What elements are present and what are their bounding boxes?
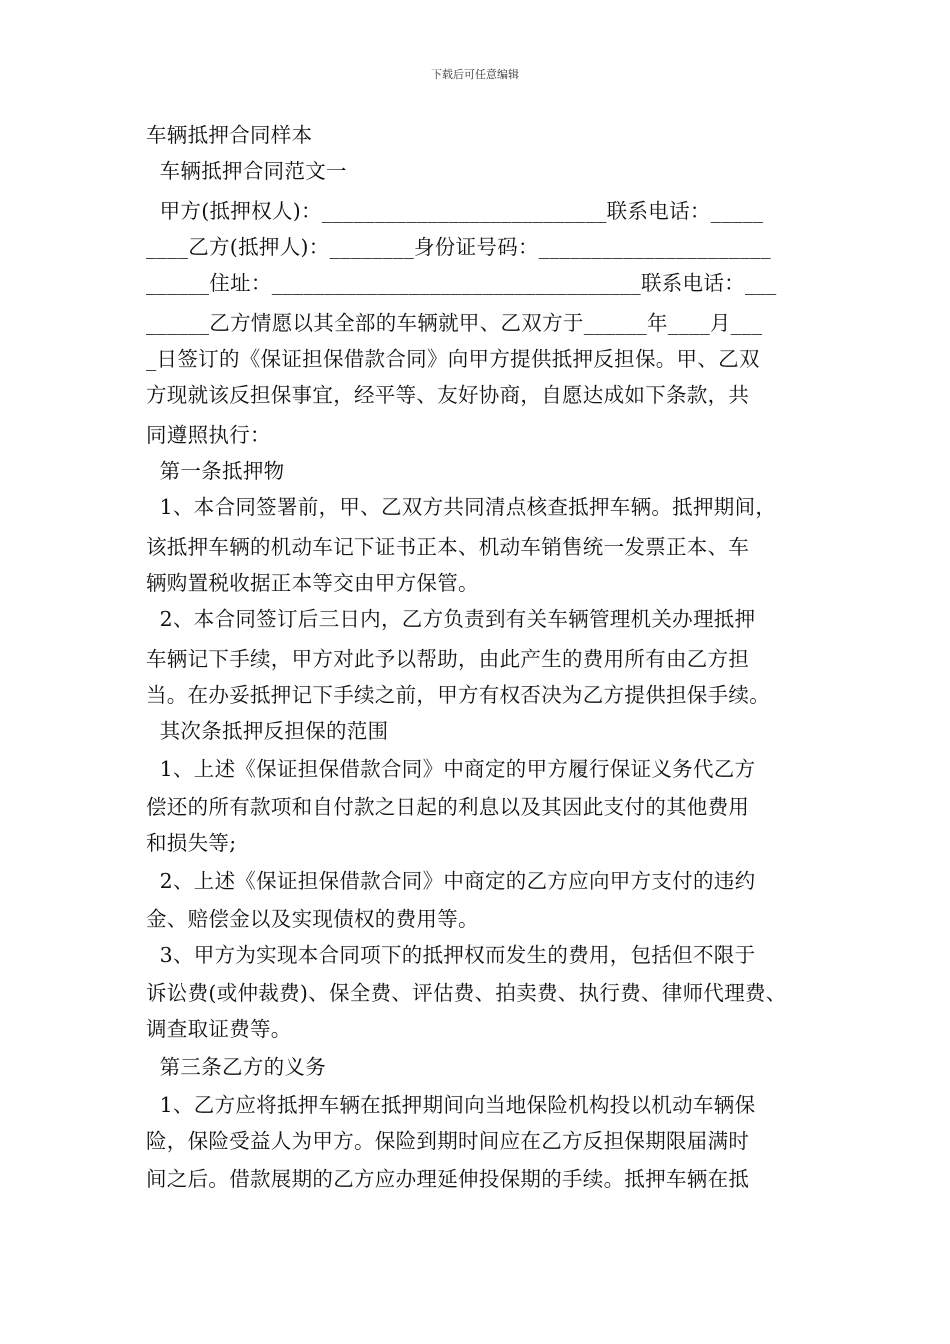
- doc-line: 间之后。借款展期的乙方应办理延伸投保期的手续。抵押车辆在抵: [146, 1167, 750, 1191]
- doc-line: 1、乙方应将抵押车辆在抵押期间向当地保险机构投以机动车辆保: [146, 1093, 756, 1117]
- doc-line: 方现就该反担保事宜，经平等、友好协商，自愿达成如下条款，共: [146, 383, 750, 407]
- doc-line: 车辆记下手续，甲方对此予以帮助，由此产生的费用所有由乙方担: [146, 647, 750, 671]
- doc-line: 1、上述《保证担保借款合同》中商定的甲方履行保证义务代乙方: [146, 757, 756, 781]
- doc-line: 2、上述《保证担保借款合同》中商定的乙方应向甲方支付的违约: [146, 869, 756, 893]
- doc-line: 辆购置税收据正本等交由甲方保管。: [146, 571, 479, 595]
- doc-line: 1、本合同签署前，甲、乙双方共同清点核查抵押车辆。抵押期间，: [146, 495, 777, 519]
- doc-line: 2、本合同签订后三日内，乙方负责到有关车辆管理机关办理抵押: [146, 607, 756, 631]
- page-header-note: 下载后可任意编辑: [431, 68, 519, 81]
- section-heading: 其次条抵押反担保的范围: [146, 719, 389, 743]
- doc-line: 当。在办妥抵押记下手续之前，甲方有权否决为乙方提供担保手续。: [146, 683, 770, 707]
- doc-line: _日签订的《保证担保借款合同》向甲方提供抵押反担保。甲、乙双: [146, 347, 760, 371]
- doc-line: 偿还的所有款项和自付款之日起的利息以及其因此支付的其他费用: [146, 795, 750, 819]
- doc-line: ____乙方(抵押人)：________身份证号码：______________________: [146, 235, 771, 259]
- doc-line: 和损失等;: [146, 831, 237, 855]
- doc-line: 该抵押车辆的机动车记下证书正本、机动车销售统一发票正本、车: [146, 535, 750, 559]
- doc-line: 金、赔偿金以及实现债权的费用等。: [146, 907, 479, 931]
- section-heading: 第三条乙方的义务: [146, 1055, 327, 1079]
- doc-line: 同遵照执行：: [146, 423, 271, 447]
- doc-line: ______乙方情愿以其全部的车辆就甲、乙双方于______年____月___: [146, 311, 763, 335]
- section-heading: 第一条抵押物: [146, 459, 285, 483]
- doc-line: 调查取证费等。: [146, 1017, 292, 1041]
- doc-line: 甲方(抵押权人)：___________________________联系电话：_____: [146, 199, 764, 223]
- doc-line: 3、甲方为实现本合同项下的抵押权而发生的费用，包括但不限于: [146, 943, 756, 967]
- doc-line: ______住址：___________________________________联系电话：___: [146, 271, 777, 295]
- doc-title: 车辆抵押合同样本: [146, 123, 313, 147]
- doc-line: 险，保险受益人为甲方。保险到期时间应在乙方反担保期限届满时: [146, 1129, 750, 1153]
- doc-line: 诉讼费(或仲裁费)、保全费、评估费、拍卖费、执行费、律师代理费、: [146, 981, 787, 1005]
- doc-subtitle: 车辆抵押合同范文一: [146, 159, 347, 183]
